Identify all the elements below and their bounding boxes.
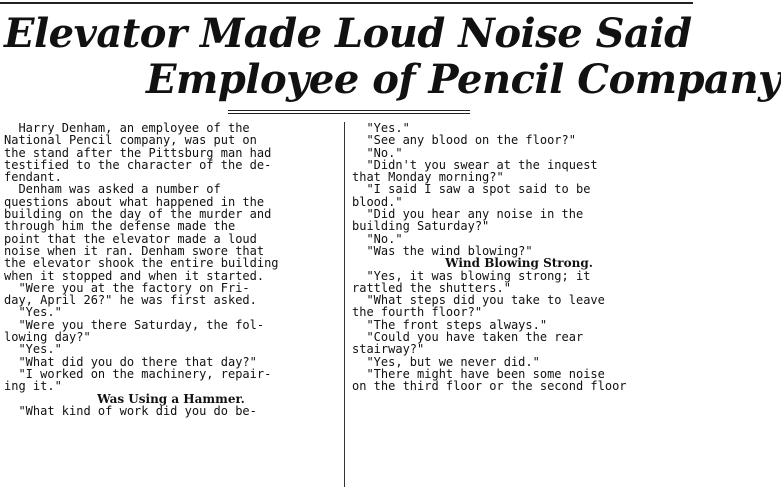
text-line: fendant. [4, 170, 62, 185]
text-line: when it stopped and when it started. [4, 268, 265, 283]
text-line: testified to the character of the de- [4, 157, 272, 172]
right-column-body-b [352, 270, 686, 393]
text-line: "Didn't you swear at the inquest [352, 157, 598, 172]
headline-rule-bottom [228, 113, 470, 114]
left-column-body [4, 122, 338, 393]
text-line: "See any blood on the floor?" [352, 133, 576, 148]
text-line: the elevator shook the entire building [4, 256, 279, 271]
text-line: rattled the shutters." [352, 280, 511, 295]
text-line: "No." [352, 145, 403, 160]
text-line: "Yes." [4, 342, 62, 357]
text-line: "Yes." [352, 121, 410, 135]
text-line: "Yes." [4, 305, 62, 320]
top-border-rule [0, 2, 693, 4]
text-line: "Yes, but we never did." [352, 354, 540, 369]
text-line: "What did you do there that day?" [4, 354, 257, 369]
text-line: Harry Denham, an employee of the [4, 121, 250, 135]
text-line: stairway?" [352, 342, 425, 357]
subhead-wind-blowing: Wind Blowing Strong. [445, 256, 593, 271]
text-line: point that the elevator made a loud [4, 231, 257, 246]
text-line: the stand after the Pittsburg man had [4, 145, 272, 160]
text-line: the fourth floor?" [352, 305, 483, 320]
text-line: noise when it ran. Denham swore that [4, 243, 265, 258]
text-line: ing it." [4, 379, 62, 394]
text-line: National Pencil company, was put on [4, 133, 257, 148]
text-line: through him the defense made the [4, 219, 236, 234]
text-line: "The front steps always." [352, 317, 548, 332]
text-line: "Could you have taken the rear [352, 330, 584, 345]
text-line: "Were you at the factory on Fri- [4, 280, 250, 295]
article-left-column [4, 121, 338, 418]
text-line: "What steps did you take to leave [352, 293, 605, 308]
text-line: building on the day of the murder and [4, 207, 272, 222]
text-line: "Did you hear any noise in the [352, 207, 584, 222]
article-right-column [352, 122, 686, 393]
text-line: "I said I saw a spot said to be [352, 182, 591, 197]
text-line: day, April 26?" he was first asked. [4, 293, 257, 308]
text-line: questions about what happened in the [4, 194, 265, 209]
left-column-cutoff-line: "What kind of work did you do be- [4, 403, 257, 418]
column-divider [344, 122, 345, 487]
headline-line-1: Elevator Made Loud Noise Said [4, 10, 692, 57]
text-line: building Saturday?" [352, 219, 490, 234]
text-line: on the third floor or the second floor [352, 379, 627, 394]
text-line: Denham was asked a number of [4, 182, 221, 197]
headline-rule-top [228, 110, 470, 111]
text-line: lowing day?" [4, 330, 91, 345]
text-line: "Were you there Saturday, the fol- [4, 317, 265, 332]
text-line: "No." [352, 231, 403, 246]
headline-line-2: Employee of Pencil Company [146, 56, 781, 103]
text-line: "I worked on the machinery, repair- [4, 366, 272, 381]
text-line: "There might have been some noise [352, 366, 605, 381]
text-line: "Yes, it was blowing strong; it [352, 268, 591, 283]
right-column-body-a [352, 122, 686, 257]
text-line: "Was the wind blowing?" [352, 243, 533, 258]
text-line: blood." [352, 194, 403, 209]
subhead-using-hammer: Was Using a Hammer. [97, 391, 245, 406]
text-line: that Monday morning?" [352, 170, 504, 185]
